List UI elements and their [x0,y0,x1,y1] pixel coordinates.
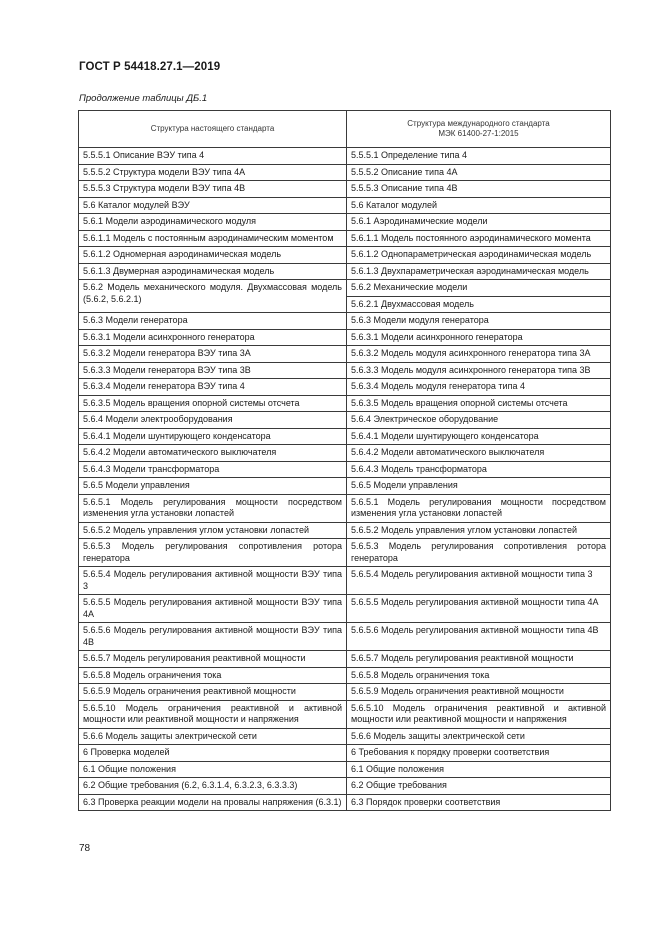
table-row [79,794,611,811]
cell-current-standard: 5.6.5.4 Модель регулирования активной мощности ВЭУ типа 3 [79,567,347,595]
table-row [79,567,611,595]
table-row [79,478,611,495]
cell-current-standard: 5.6.5.9 Модель ограничения реактивной мощности [79,684,347,701]
cell-international-standard: 5.6.6 Модель защиты электрической сети [347,728,611,745]
table-row [79,761,611,778]
cell-current-standard: 5.6.3.1 Модели асинхронного генератора [79,329,347,346]
table-row [79,595,611,623]
table-row [79,263,611,280]
cell-international-standard: 5.6.5.10 Модель ограничения реактивной и активной мощности или реактивной мощности и напряжения [347,700,611,728]
cell-international-standard: 5.6.4.1 Модели шунтирующего конденсатора [347,428,611,445]
header-right-line2: МЭК 61400-27-1:2015 [438,129,519,138]
cell-international-standard: 5.6.5.6 Модель регулирования активной мощности типа 4В [347,623,611,651]
cell-international-standard: 5.6.2.1 Двухмассовая модель [347,296,611,313]
table-caption: Продолжение таблицы ДБ.1 [79,93,208,104]
table-row [79,395,611,412]
header-left: Структура настоящего стандарта [79,111,347,148]
cell-current-standard: 6.3 Проверка реакции модели на провалы напряжения (6.3.1) [79,794,347,811]
cell-international-standard: 5.6.3.4 Модель модуля генератора типа 4 [347,379,611,396]
cell-international-standard: 5.6.1 Аэродинамические модели [347,214,611,231]
table-row [79,280,611,297]
cell-international-standard: 6.2 Общие требования [347,778,611,795]
cell-current-standard: 5.5.5.1 Описание ВЭУ типа 4 [79,148,347,165]
header-right-line1: Структура международного стандарта [407,119,550,128]
cell-international-standard: 5.5.5.2 Описание типа 4А [347,164,611,181]
cell-current-standard: 5.6.5 Модели управления [79,478,347,495]
cell-current-standard: 5.6 Каталог модулей ВЭУ [79,197,347,214]
cell-current-standard: 5.6.6 Модель защиты электрической сети [79,728,347,745]
cell-current-standard: 5.6.3 Модели генератора [79,313,347,330]
cell-current-standard: 5.6.5.2 Модель управления углом установки лопастей [79,522,347,539]
cell-current-standard: 6 Проверка моделей [79,745,347,762]
table-row [79,247,611,264]
cell-international-standard: 5.6.5.3 Модель регулирования сопротивления ротора генератора [347,539,611,567]
cell-current-standard: 6.1 Общие положения [79,761,347,778]
table-row [79,214,611,231]
cell-current-standard: 5.6.5.3 Модель регулирования сопротивления ротора генератора [79,539,347,567]
cell-current-standard: 5.6.1.1 Модель с постоянным аэродинамическим моментом [79,230,347,247]
cell-international-standard: 6.1 Общие положения [347,761,611,778]
cell-current-standard: 5.5.5.3 Структура модели ВЭУ типа 4В [79,181,347,198]
cell-international-standard: 5.6.1.3 Двухпараметрическая аэродинамическая модель [347,263,611,280]
table-row [79,329,611,346]
cell-current-standard: 5.6.4.3 Модели трансформатора [79,461,347,478]
table-row [79,623,611,651]
cell-current-standard: 6.2 Общие требования (6.2, 6.3.1.4, 6.3.2.3, 6.3.3.3) [79,778,347,795]
cell-current-standard: 5.6.4.1 Модели шунтирующего конденсатора [79,428,347,445]
standards-mapping-table [78,110,611,811]
table-row [79,412,611,429]
table-body [79,148,611,811]
cell-international-standard: 5.6.4.3 Модель трансформатора [347,461,611,478]
page-number: 78 [79,843,91,854]
table-row [79,181,611,198]
cell-current-standard: 5.6.5.1 Модель регулирования мощности посредством изменения угла установки лопастей [79,494,347,522]
cell-international-standard: 5.6.3.5 Модель вращения опорной системы отсчета [347,395,611,412]
document-code: ГОСТ Р 54418.27.1—2019 [79,61,221,73]
cell-current-standard: 5.6.3.4 Модели генератора ВЭУ типа 4 [79,379,347,396]
cell-current-standard: 5.5.5.2 Структура модели ВЭУ типа 4А [79,164,347,181]
cell-international-standard: 6 Требования к порядку проверки соответствия [347,745,611,762]
cell-current-standard: 5.6.4 Модели электрооборудования [79,412,347,429]
cell-current-standard: 5.6.1.3 Двумерная аэродинамическая модель [79,263,347,280]
table-row [79,539,611,567]
cell-international-standard: 5.6.3.1 Модели асинхронного генератора [347,329,611,346]
table-row [79,745,611,762]
cell-international-standard: 5.6.1.2 Однопараметрическая аэродинамическая модель [347,247,611,264]
cell-current-standard: 5.6.5.10 Модель ограничения реактивной и активной мощности или реактивной мощности и напряжения [79,700,347,728]
cell-current-standard: 5.6.5.5 Модель регулирования активной мощности ВЭУ типа 4А [79,595,347,623]
table-row [79,148,611,165]
cell-current-standard: 5.6.3.2 Модели генератора ВЭУ типа 3А [79,346,347,363]
table-row [79,230,611,247]
cell-international-standard: 5.6.3.2 Модель модуля асинхронного генератора типа 3А [347,346,611,363]
table-row [79,651,611,668]
table-row [79,379,611,396]
cell-international-standard: 5.6.1.1 Модель постоянного аэродинамического момента [347,230,611,247]
cell-international-standard: 5.6.3 Модели модуля генератора [347,313,611,330]
cell-international-standard: 5.6.5.5 Модель регулирования активной мощности типа 4А [347,595,611,623]
table-row [79,461,611,478]
table-row [79,494,611,522]
cell-international-standard: 5.6.3.3 Модель модуля асинхронного генератора типа 3В [347,362,611,379]
cell-international-standard: 5.6 Каталог модулей [347,197,611,214]
cell-international-standard: 5.6.5.8 Модель ограничения тока [347,667,611,684]
cell-current-standard: 5.6.1.2 Одномерная аэродинамическая модель [79,247,347,264]
table-row [79,313,611,330]
cell-international-standard: 6.3 Порядок проверки соответствия [347,794,611,811]
table-row [79,346,611,363]
cell-current-standard: 5.6.3.5 Модель вращения опорной системы отсчета [79,395,347,412]
cell-current-standard: 5.6.2 Модель механического модуля. Двухмассовая модель (5.6.2, 5.6.2.1) [79,280,347,313]
cell-international-standard: 5.5.5.1 Определение типа 4 [347,148,611,165]
table-row [79,667,611,684]
cell-international-standard: 5.6.2 Механические модели [347,280,611,297]
cell-international-standard: 5.6.5.9 Модель ограничения реактивной мощности [347,684,611,701]
table-row [79,522,611,539]
cell-international-standard: 5.6.5.7 Модель регулирования реактивной мощности [347,651,611,668]
table-row [79,445,611,462]
table-row [79,197,611,214]
cell-international-standard: 5.5.5.3 Описание типа 4В [347,181,611,198]
cell-current-standard: 5.6.1 Модели аэродинамического модуля [79,214,347,231]
cell-international-standard: 5.6.5 Модели управления [347,478,611,495]
table-row [79,700,611,728]
table-row [79,428,611,445]
header-right [347,111,611,148]
cell-international-standard: 5.6.5.4 Модель регулирования активной мощности типа 3 [347,567,611,595]
table-row [79,778,611,795]
cell-current-standard: 5.6.3.3 Модели генератора ВЭУ типа 3В [79,362,347,379]
table-row [79,362,611,379]
cell-international-standard: 5.6.4.2 Модели автоматического выключателя [347,445,611,462]
cell-international-standard: 5.6.5.2 Модель управления углом установки лопастей [347,522,611,539]
cell-international-standard: 5.6.4 Электрическое оборудование [347,412,611,429]
table-row [79,684,611,701]
table-row [79,164,611,181]
table-row [79,728,611,745]
cell-international-standard: 5.6.5.1 Модель регулирования мощности посредством изменения угла установки лопастей [347,494,611,522]
cell-current-standard: 5.6.5.8 Модель ограничения тока [79,667,347,684]
cell-current-standard: 5.6.5.6 Модель регулирования активной мощности ВЭУ типа 4В [79,623,347,651]
table-header-row [79,111,611,148]
cell-current-standard: 5.6.5.7 Модель регулирования реактивной мощности [79,651,347,668]
cell-current-standard: 5.6.4.2 Модели автоматического выключателя [79,445,347,462]
